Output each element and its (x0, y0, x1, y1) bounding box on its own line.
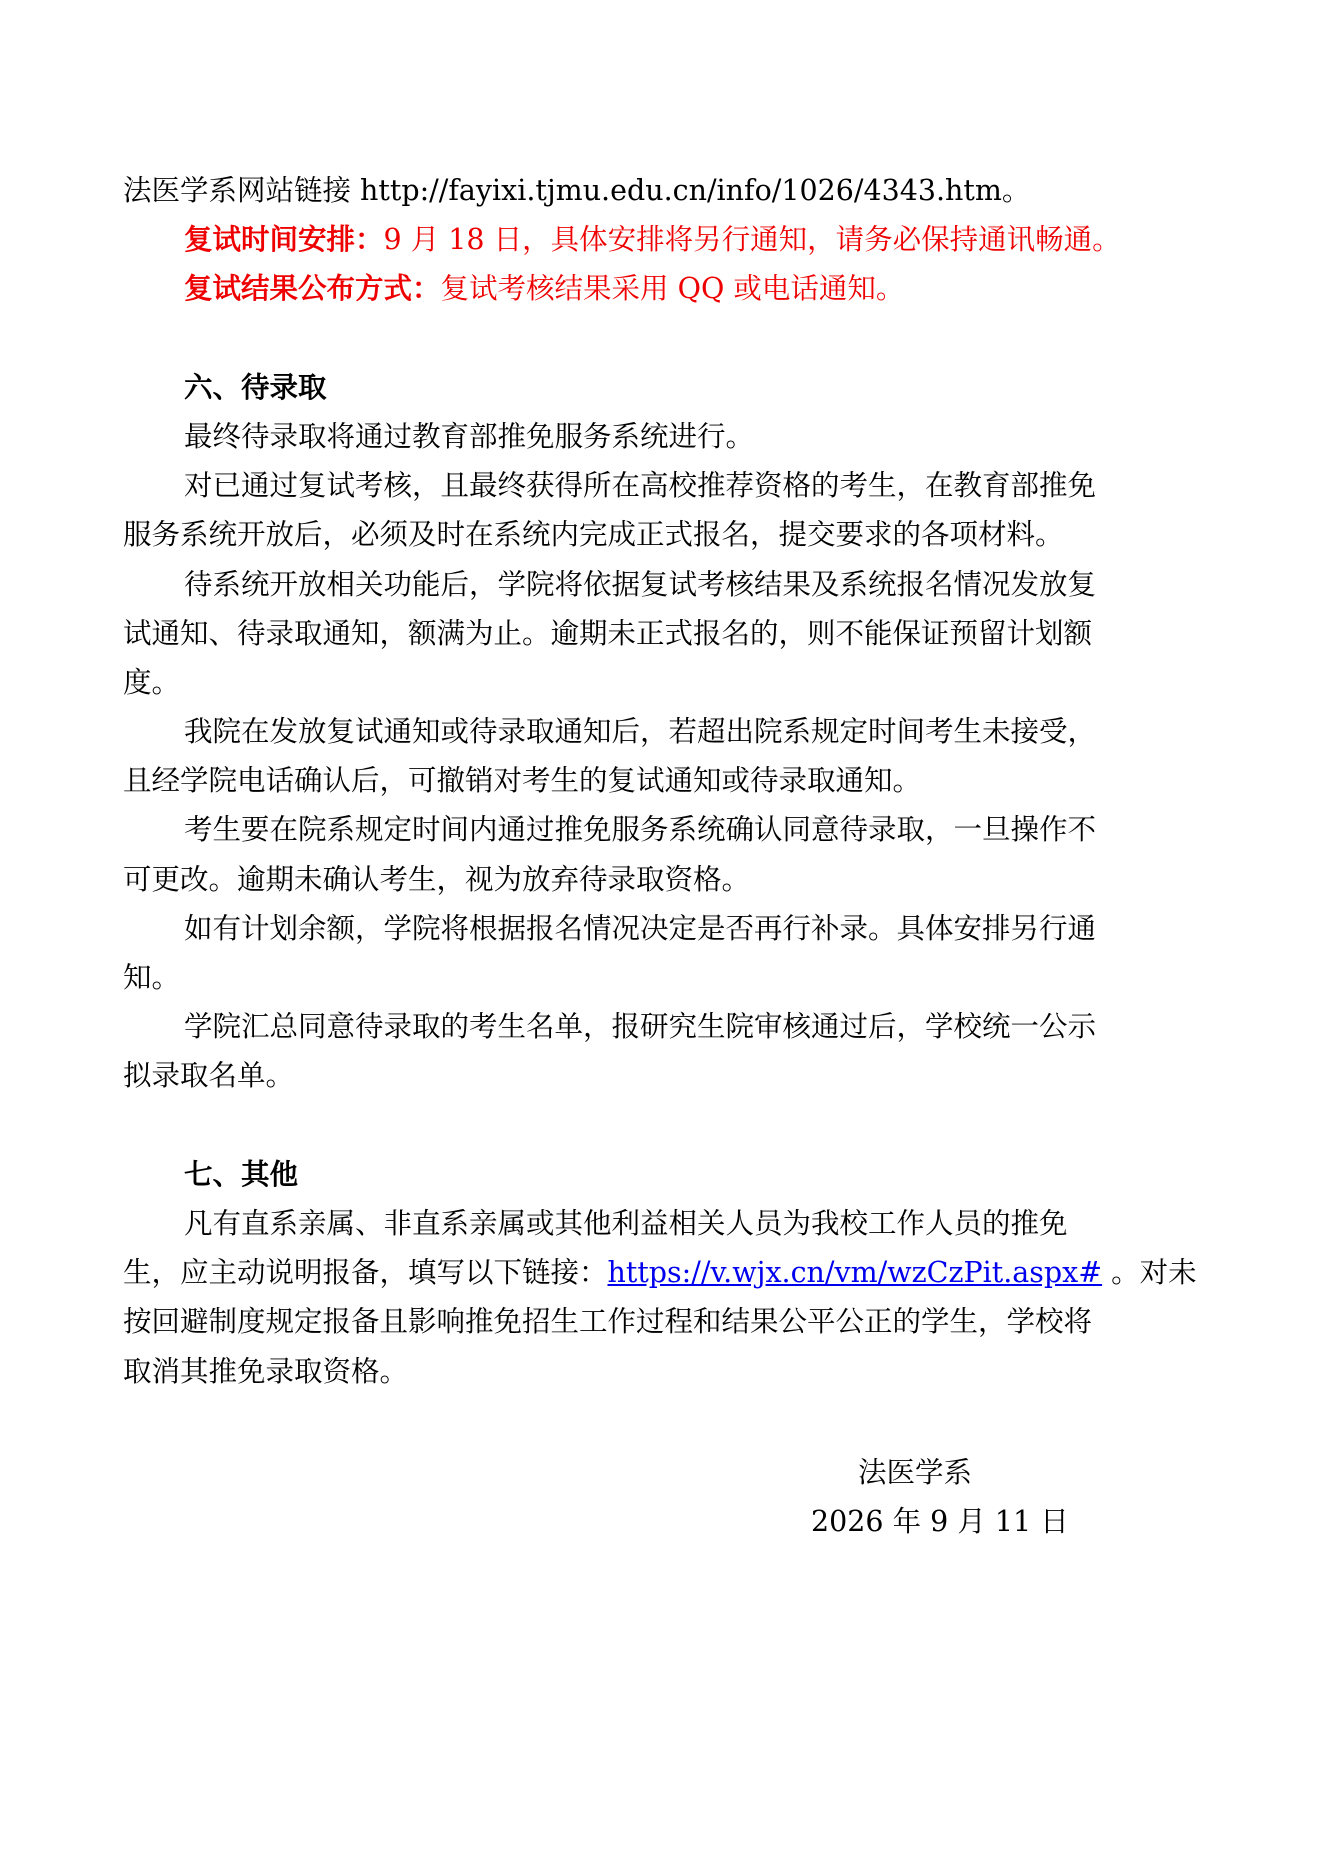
section6-p5-line2: 可更改。逾期未确认考生，视为放弃待录取资格。 (123, 862, 751, 896)
section7-p1-line2-before: 生，应主动说明报备，填写以下链接： (123, 1256, 608, 1290)
section6-p3-line1: 待系统开放相关功能后，学院将依据复试考核结果及系统报名情况发放复 (184, 567, 1097, 601)
spacer (123, 1101, 1203, 1150)
retest-schedule-line (123, 215, 1203, 264)
spacer (123, 314, 1203, 363)
section6-p3-line3: 度。 (123, 665, 181, 699)
section7-heading: 七、其他 (184, 1156, 299, 1191)
section6-p6-line2: 知。 (123, 961, 181, 994)
section6-p2-line1: 对已通过复试考核，且最终获得所在高校推荐资格的考生，在教育部推免 (184, 469, 1097, 503)
section6-p4-line2: 且经学院电话确认后，可撤销对考生的复试通知或待录取通知。 (123, 764, 922, 798)
retest-result-line (123, 264, 1203, 313)
section6-p5-line1: 考生要在院系规定时间内通过推免服务系统确认同意待录取，一旦操作不 (184, 813, 1097, 847)
section6-p6-line1: 如有计划余额，学院将根据报名情况决定是否再行补录。具体安排另行通 (184, 911, 1097, 945)
intro-line (123, 166, 1203, 215)
retest-schedule-text: 9 月 18 日，具体安排将另行通知，请务必保持通讯畅通。 (383, 223, 1121, 257)
section6-p4-line1: 我院在发放复试通知或待录取通知后，若超出院系规定时间考生未接受， (184, 715, 1097, 749)
section7-p1-line4: 取消其推免录取资格。 (123, 1354, 409, 1388)
section7-p1-line1: 凡有直系亲属、非直系亲属或其他利益相关人员为我校工作人员的推免 (184, 1206, 1068, 1240)
intro-text: 法医学系网站链接 http://fayixi.tjmu.edu.cn/info/1026/4343.htm。 (123, 174, 1031, 207)
section6-p3-line2: 试通知、待录取通知，额满为止。逾期未正式报名的，则不能保证预留计划额 (123, 616, 1093, 650)
wjx-report-link[interactable]: https://v.wjx.cn/vm/wzCzPit.aspx# (607, 1256, 1103, 1290)
section6-heading: 六、待录取 (184, 369, 327, 404)
retest-result-label: 复试结果公布方式： (184, 271, 441, 306)
section6-p7-line2: 拟录取名单。 (123, 1059, 295, 1093)
section7-p1-line2 (123, 1248, 1203, 1297)
retest-result-text: 复试考核结果采用 QQ 或电话通知。 (440, 272, 905, 306)
retest-schedule-label: 复试时间安排： (184, 222, 384, 257)
section6-p2-line2: 服务系统开放后，必须及时在系统内完成正式报名，提交要求的各项材料。 (123, 518, 1064, 552)
section7-p1-line2-after: 。对未 (1102, 1256, 1197, 1290)
section6-p1: 最终待录取将通过教育部推免服务系统进行。 (184, 419, 755, 453)
signature-department: 法医学系 (858, 1456, 973, 1489)
document-body (123, 166, 1203, 1396)
section6-p7-line1: 学院汇总同意待录取的考生名单，报研究生院审核通过后，学校统一公示 (184, 1010, 1097, 1044)
signature-date: 2026 年 9 月 11 日 (811, 1505, 1069, 1538)
section7-p1-line3: 按回避制度规定报备且影响推免招生工作过程和结果公平公正的学生，学校将 (123, 1305, 1093, 1339)
